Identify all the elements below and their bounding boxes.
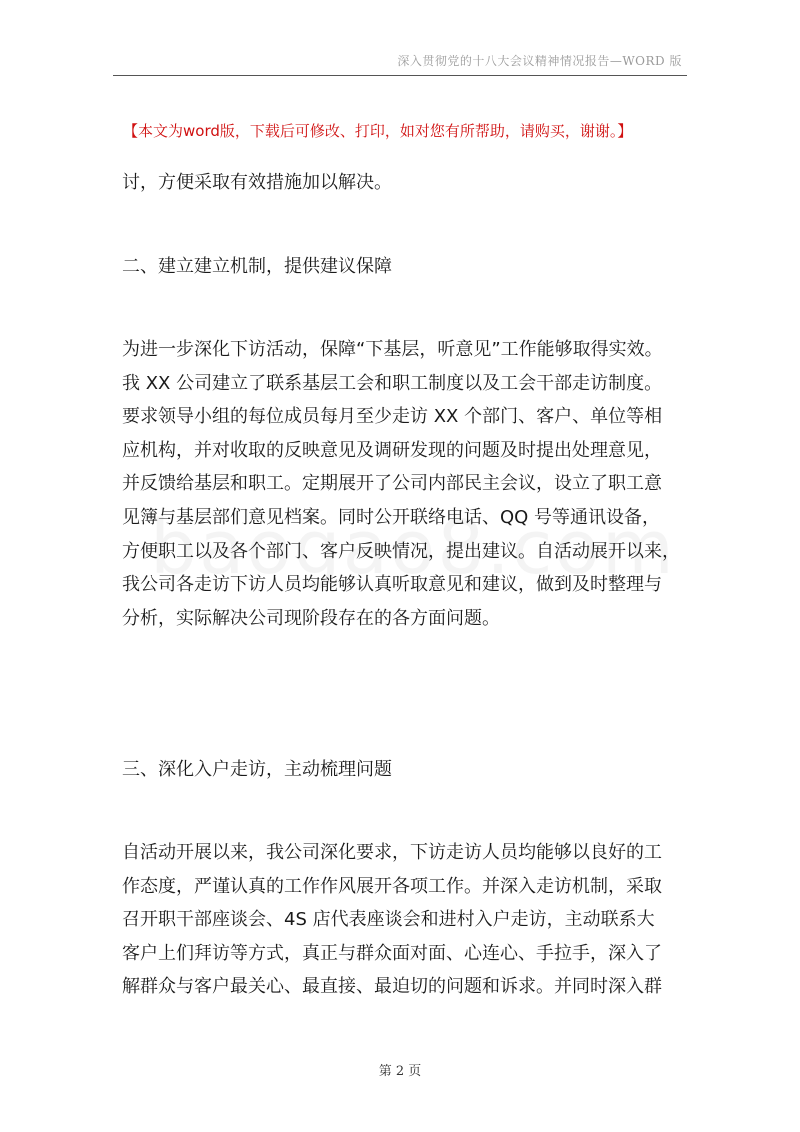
text-line: 作态度，严谨认真的工作作风展开各项工作。并深入走访机制，采取 <box>122 875 662 897</box>
page-number: 第 2 页 <box>378 1064 422 1079</box>
text-line: 讨，方便采取有效措施加以解决。 <box>122 172 392 193</box>
text-line: 并反馈给基层和职工。定期展开了公司内部民主会议，设立了职工意 <box>122 473 662 495</box>
text-line: 召开职干部座谈会、4S 店代表座谈会和进村入户走访，主动联系大 <box>122 909 655 931</box>
text-line: 分析，实际解决公司现阶段存在的各方面问题。 <box>122 607 500 629</box>
text-line: 方便职工以及各个部门、客户反映情况，提出建议。自活动展开以来， <box>122 540 680 562</box>
text-line: 应机构，并对收取的反映意见及调研发现的问题及时提出处理意见， <box>122 439 662 461</box>
text-line: 客户上们拜访等方式，真正与群众面对面、心连心、手拉手，深入了 <box>122 942 662 964</box>
header-divider <box>113 75 687 76</box>
text-line: 我公司各走访下访人员均能够认真听取意见和建议，做到及时整理与 <box>122 574 662 596</box>
text-line: 为进一步深化下访活动，保障“下基层，听意见”工作能够取得实效。 <box>122 339 663 360</box>
heading-text: 三、深化入户走访，主动梳理问题 <box>122 759 392 780</box>
section-heading-2 <box>122 250 688 284</box>
text-line: 自活动开展以来，我公司深化要求，下访走访人员均能够以良好的工 <box>122 842 662 863</box>
document-header-title: 深入贯彻党的十八大会议精神情况报告—WORD 版 <box>397 54 682 68</box>
heading-text: 二、建立建立机制，提供建议保障 <box>122 256 392 277</box>
text-line: 我 XX 公司建立了联系基层工会和职工制度以及工会干部走访制度。 <box>122 372 663 394</box>
paragraph-section-3 <box>122 836 688 1004</box>
paragraph-section-2 <box>122 333 688 635</box>
text-line: 要求领导小组的每位成员每月至少走访 XX 个部门、客户、单位等相 <box>122 406 663 428</box>
paragraph-continuation <box>122 166 688 200</box>
purchase-notice: 【本文为word版，下载后可修改、打印，如对您有所帮助，请购买，谢谢。】 <box>123 122 633 140</box>
section-heading-3 <box>122 753 688 787</box>
text-line: 见簿与基层部们意见档案。同时公开联络电话、QQ 号等通讯设备， <box>122 506 661 528</box>
text-line: 解群众与客户最关心、最直接、最迫切的问题和诉求。并同时深入群 <box>122 976 662 998</box>
